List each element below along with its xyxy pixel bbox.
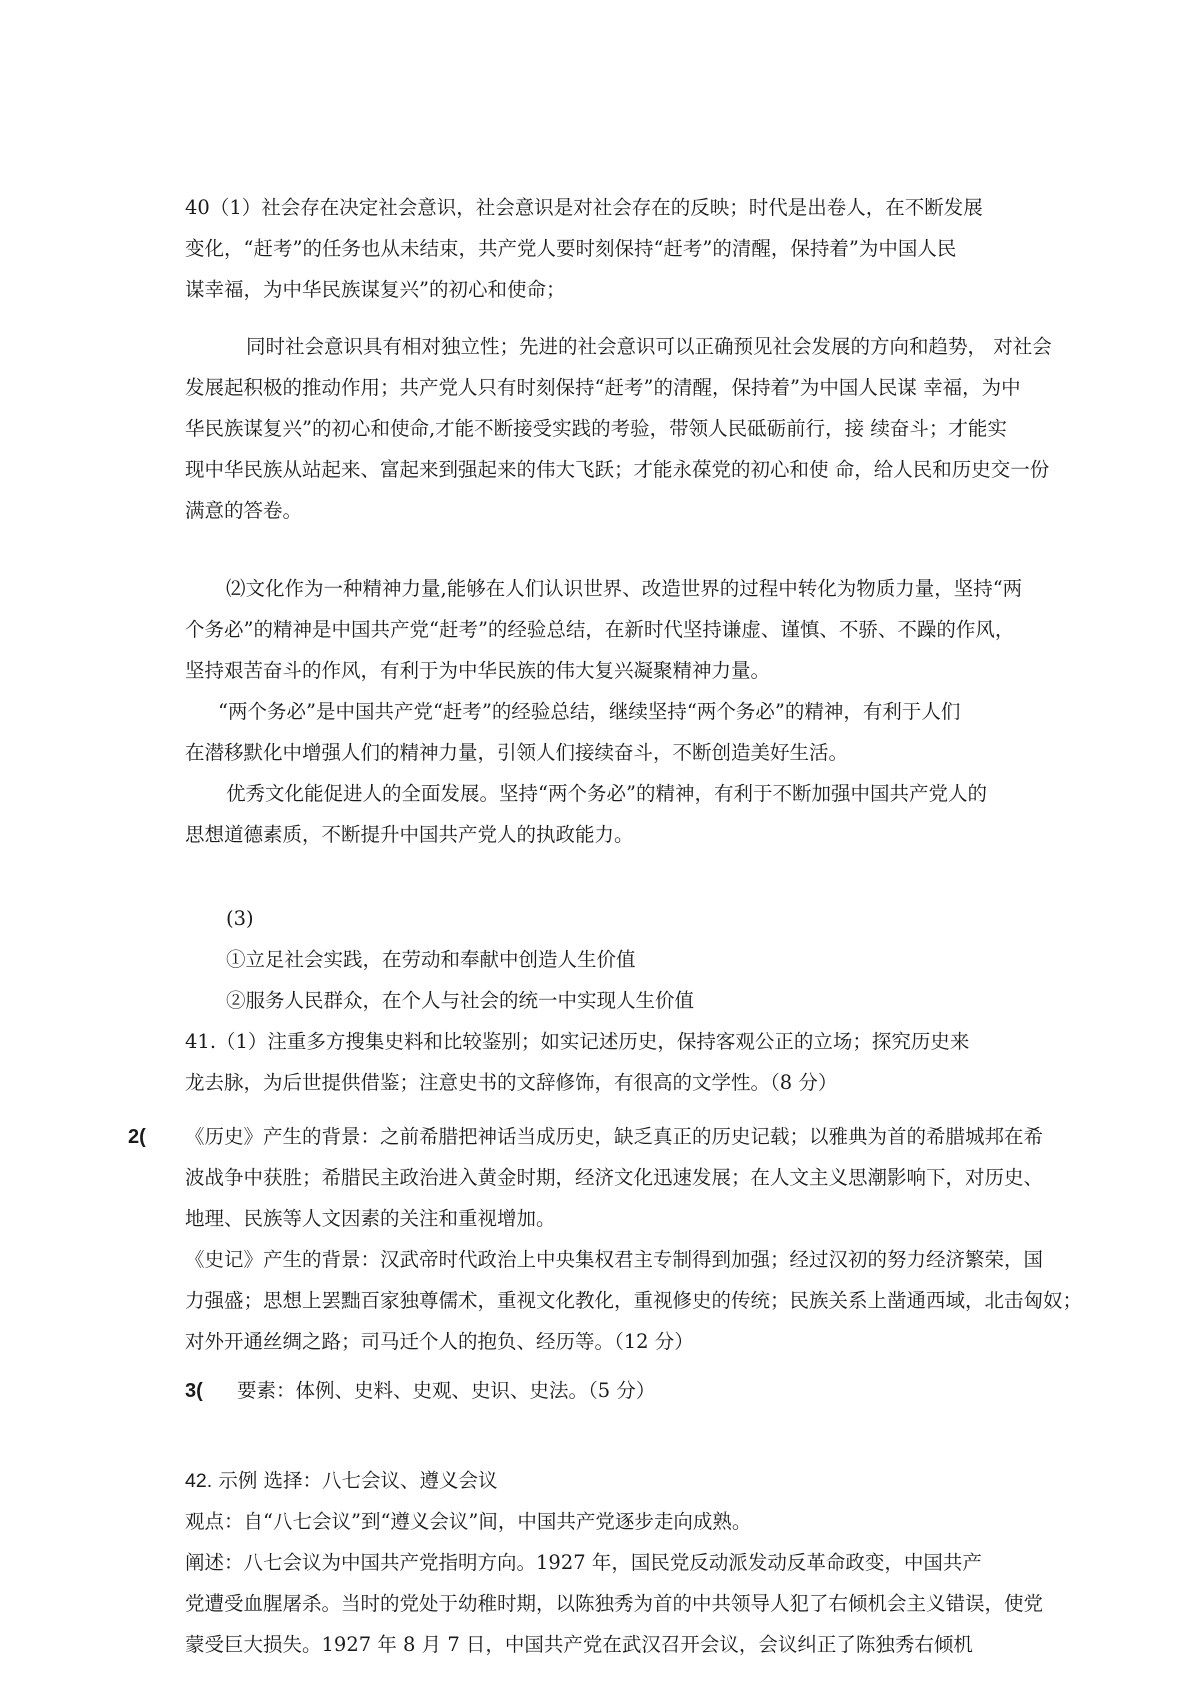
q41-p3: 要素：体例、史料、史观、史识、史法。（5 分）	[237, 1379, 656, 1402]
q41-p2-line-4: 《史记》产生的背景：汉武帝时代政治上中央集权君主专制得到加强；经过汉初的努力经济繁荣，国	[185, 1248, 1044, 1271]
q40-p1-line-1: 40（1）社会存在决定社会意识，社会意识是对社会存在的反映；时代是出卷人，在不断发展	[185, 196, 983, 219]
q41-p2-line-5: 力强盛；思想上罢黜百家独尊儒术，重视文化教化，重视修史的传统；民族关系上凿通西域，北击匈奴；	[185, 1289, 1083, 1312]
q40-p2-line-3: 华民族谋复兴”的初心和使命,才能不断接受实践的考验，带领人民砥砺前行，接 续奋斗；才能实	[185, 417, 1007, 440]
q41-p2-line-2: 波战争中获胜；希腊民主政治进入黄金时期，经济文化迅速发展；在人文主义思潮影响下，对历史、	[185, 1166, 1044, 1189]
q41-marker-3: 3(	[185, 1380, 203, 1402]
q40-p5-line-1: 优秀文化能促进人的全面发展。坚持“两个务必”的精神，有利于不断加强中国共产党人的	[226, 782, 987, 805]
q40-p6-item-2: ②服务人民群众，在个人与社会的统一中实现人生价值	[226, 989, 695, 1012]
q42-title-line	[185, 1468, 498, 1494]
q40-p1-line-2: 变化，“赶考”的任务也从未结束，共产党人要时刻保持“赶考”的清醒，保持着”为中国人民	[185, 237, 957, 260]
q40-p3-line-1: ⑵文化作为一种精神力量,能够在人们认识世界、改造世界的过程中转化为物质力量，坚持“两	[226, 577, 1023, 600]
q42-line-1: 观点：自“八七会议”到“遵义会议”间，中国共产党逐步走向成熟。	[185, 1510, 752, 1533]
q41-p1-line-1: 41.（1）注重多方搜集史料和比较鉴别；如实记述历史，保持客观公正的立场；探究历史来	[185, 1030, 970, 1053]
q40-p5-line-2: 思想道德素质，不断提升中国共产党人的执政能力。	[185, 823, 634, 846]
q42-number: 42.	[185, 1470, 213, 1492]
q42-title: 示例 选择：八七会议、遵义会议	[218, 1469, 498, 1492]
q41-p2-line-6: 对外开通丝绸之路；司马迁个人的抱负、经历等。（12 分）	[185, 1330, 694, 1353]
q40-p3-line-3: 坚持艰苦奋斗的作风，有利于为中华民族的伟大复兴凝聚精神力量。	[185, 659, 771, 682]
q40-p6-label: (3)	[226, 907, 254, 930]
q42-line-4: 蒙受巨大损失。1927 年 8 月 7 日，中国共产党在武汉召开会议，会议纠正了陈独秀右倾机	[185, 1633, 973, 1656]
q40-p4-line-2: 在潜移默化中增强人们的精神力量，引领人们接续奋斗，不断创造美好生活。	[185, 741, 849, 764]
q40-p3-line-2: 个务必”的精神是中国共产党“赶考”的经验总结，在新时代坚持谦虚、谨慎、不骄、不躁的作风，	[185, 618, 1015, 641]
q40-p4-line-1: “两个务必”是中国共产党“赶考”的经验总结，继续坚持“两个务必”的精神，有利于人们	[218, 700, 961, 723]
q41-p1-line-2: 龙去脉，为后世提供借鉴；注意史书的文辞修饰，有很高的文学性。（8 分）	[185, 1071, 838, 1094]
q40-p2-line-1: 同时社会意识具有相对独立性；先进的社会意识可以正确预见社会发展的方向和趋势， 对社会	[246, 335, 1052, 358]
q41-marker-2: 2(	[128, 1126, 146, 1148]
q41-p2-line-3: 地理、民族等人文因素的关注和重视增加。	[185, 1207, 556, 1230]
q40-p2-line-5: 满意的答卷。	[185, 499, 303, 522]
q40-p1-line-3: 谋幸福，为中华民族谋复兴”的初心和使命；	[185, 278, 566, 301]
q41-p2-line-1: 《历史》产生的背景：之前希腊把神话当成历史，缺乏真正的历史记载；以雅典为首的希腊城邦在希	[185, 1125, 1044, 1148]
q42-line-2: 阐述：八七会议为中国共产党指明方向。1927 年，国民党反动派发动反革命政变，中国共产	[185, 1551, 982, 1574]
q42-line-3: 党遭受血腥屠杀。当时的党处于幼稚时期，以陈独秀为首的中共领导人犯了右倾机会主义错误，使党	[185, 1592, 1044, 1615]
q40-p2-line-4: 现中华民族从站起来、富起来到强起来的伟大飞跃；才能永葆党的初心和使 命，给人民和历史交一份	[185, 458, 1050, 481]
q40-p6-item-1: ①立足社会实践，在劳动和奉献中创造人生价值	[226, 948, 636, 971]
q40-p2-line-2: 发展起积极的推动作用；共产党人只有时刻保持“赶考”的清醒，保持着”为中国人民谋 幸福，为中	[185, 376, 1021, 399]
